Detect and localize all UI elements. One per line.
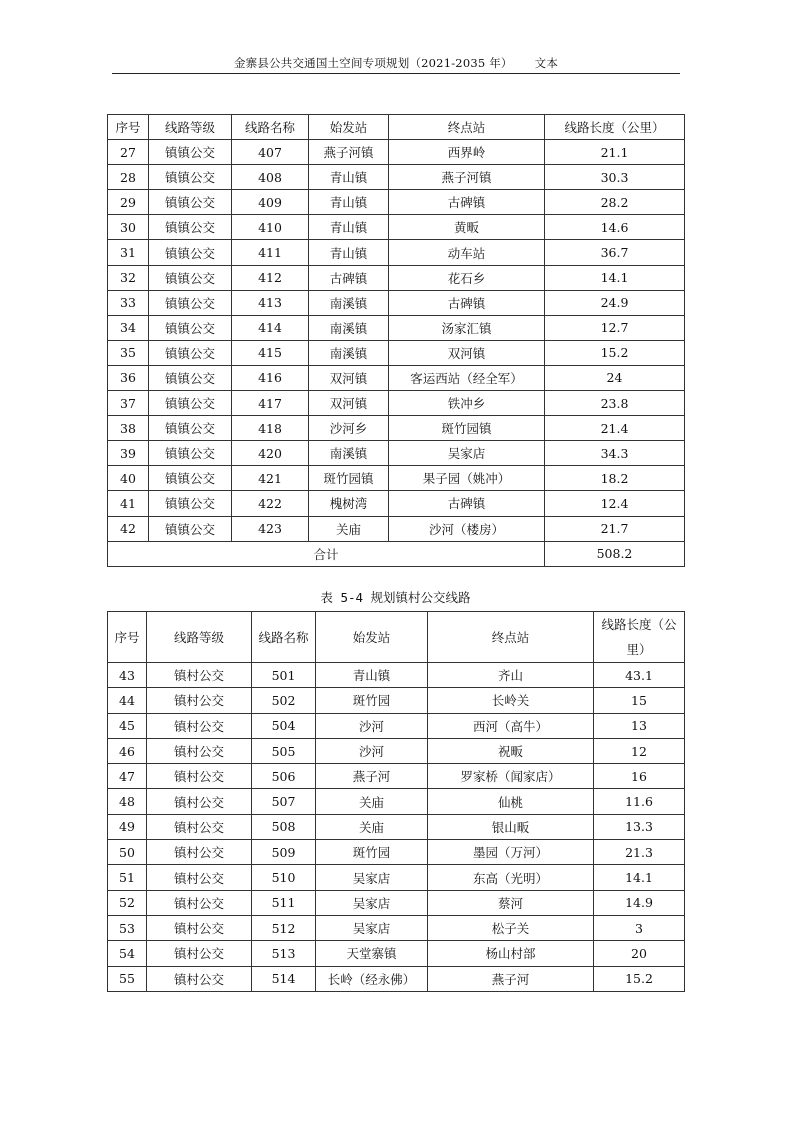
table-cell: 43 — [108, 663, 147, 688]
table-cell: 双河镇 — [309, 391, 389, 416]
table-cell: 南溪镇 — [309, 340, 389, 365]
table-cell: 仙桃 — [428, 789, 594, 814]
table-cell: 50 — [108, 840, 147, 865]
table-cell: 镇镇公交 — [149, 466, 232, 491]
table-cell: 双河镇 — [309, 365, 389, 390]
table-cell: 423 — [232, 516, 309, 541]
table-cell: 30.3 — [545, 165, 685, 190]
table-cell: 408 — [232, 165, 309, 190]
header-cell: 始发站 — [309, 115, 389, 140]
table-cell: 47 — [108, 764, 147, 789]
table-cell: 镇村公交 — [147, 915, 252, 940]
table-cell: 21.1 — [545, 140, 685, 165]
table-cell: 32 — [108, 265, 149, 290]
route-table-town-to-village — [107, 611, 685, 992]
table-cell: 43.1 — [594, 663, 685, 688]
table-cell: 409 — [232, 190, 309, 215]
table-cell: 镇村公交 — [147, 713, 252, 738]
table-cell: 镇镇公交 — [149, 365, 232, 390]
table-cell: 镇镇公交 — [149, 165, 232, 190]
table-row — [108, 190, 685, 215]
table-cell: 镇镇公交 — [149, 315, 232, 340]
table-cell: 青山镇 — [316, 663, 428, 688]
table-cell: 镇村公交 — [147, 738, 252, 763]
table-cell: 21.3 — [594, 840, 685, 865]
header-cell: 始发站 — [316, 612, 428, 663]
table-cell: 513 — [252, 941, 316, 966]
table-cell: 40 — [108, 466, 149, 491]
header-cell: 终点站 — [389, 115, 545, 140]
table-cell: 509 — [252, 840, 316, 865]
table-cell: 西界岭 — [389, 140, 545, 165]
table-cell: 燕子河 — [316, 764, 428, 789]
table-cell: 502 — [252, 688, 316, 713]
table-cell: 512 — [252, 915, 316, 940]
table-cell: 镇镇公交 — [149, 340, 232, 365]
table-cell: 古碑镇 — [309, 265, 389, 290]
table-cell: 关庙 — [309, 516, 389, 541]
table-cell: 镇村公交 — [147, 890, 252, 915]
table-row — [108, 466, 685, 491]
table-row — [108, 315, 685, 340]
table-cell: 11.6 — [594, 789, 685, 814]
table-cell: 14.9 — [594, 890, 685, 915]
table-cell: 28.2 — [545, 190, 685, 215]
table-cell: 镇镇公交 — [149, 140, 232, 165]
table-cell: 35 — [108, 340, 149, 365]
table-cell: 501 — [252, 663, 316, 688]
table-cell: 松子关 — [428, 915, 594, 940]
table-cell: 15 — [594, 688, 685, 713]
table-header-row — [108, 115, 685, 140]
table-cell: 西河（高牛） — [428, 713, 594, 738]
table-cell: 422 — [232, 491, 309, 516]
table-cell: 杨山村部 — [428, 941, 594, 966]
table-cell: 30 — [108, 215, 149, 240]
table-cell: 燕子河镇 — [309, 140, 389, 165]
table-cell: 508 — [252, 814, 316, 839]
table-cell: 墨园（万河） — [428, 840, 594, 865]
table-cell: 吴家店 — [389, 441, 545, 466]
table-cell: 48 — [108, 789, 147, 814]
table-cell: 24.9 — [545, 290, 685, 315]
table-cell: 31 — [108, 240, 149, 265]
table-row — [108, 688, 685, 713]
table-cell: 15.2 — [545, 340, 685, 365]
table-cell: 407 — [232, 140, 309, 165]
table-cell: 关庙 — [316, 814, 428, 839]
table-row — [108, 966, 685, 991]
table-cell: 36 — [108, 365, 149, 390]
table-cell: 510 — [252, 865, 316, 890]
table-cell: 镇镇公交 — [149, 240, 232, 265]
table-cell: 镇镇公交 — [149, 215, 232, 240]
total-value: 508.2 — [545, 541, 685, 566]
table-row — [108, 140, 685, 165]
table-cell: 吴家店 — [316, 915, 428, 940]
table-cell: 燕子河 — [428, 966, 594, 991]
table-cell: 29 — [108, 190, 149, 215]
table-cell: 46 — [108, 738, 147, 763]
table-row — [108, 240, 685, 265]
header-cell: 线路长度（公里） — [545, 115, 685, 140]
header-cell: 线路名称 — [252, 612, 316, 663]
table-cell: 38 — [108, 416, 149, 441]
header-section: 文本 — [534, 56, 559, 70]
table-cell: 413 — [232, 290, 309, 315]
table-cell: 汤家汇镇 — [389, 315, 545, 340]
table-row — [108, 265, 685, 290]
table-cell: 长岭关 — [428, 688, 594, 713]
table-cell: 古碑镇 — [389, 190, 545, 215]
table-cell: 沙河 — [316, 713, 428, 738]
table-row — [108, 416, 685, 441]
table-cell: 青山镇 — [309, 165, 389, 190]
table-cell: 吴家店 — [316, 890, 428, 915]
table-cell: 37 — [108, 391, 149, 416]
table-cell: 21.4 — [545, 416, 685, 441]
table-cell: 504 — [252, 713, 316, 738]
table-cell: 52 — [108, 890, 147, 915]
header-title: 金寨县公共交通国土空间专项规划（2021-2035 年） — [233, 56, 513, 70]
table-cell: 斑竹园 — [316, 688, 428, 713]
total-row — [108, 541, 685, 566]
table-cell: 51 — [108, 865, 147, 890]
table-cell: 动车站 — [389, 240, 545, 265]
table-cell: 511 — [252, 890, 316, 915]
table-cell: 银山畈 — [428, 814, 594, 839]
table-cell: 16 — [594, 764, 685, 789]
table-cell: 镇村公交 — [147, 865, 252, 890]
table-cell: 12.7 — [545, 315, 685, 340]
table-header-row — [108, 612, 685, 663]
table-row — [108, 941, 685, 966]
table-cell: 39 — [108, 441, 149, 466]
table-cell: 斑竹园镇 — [389, 416, 545, 441]
table-cell: 28 — [108, 165, 149, 190]
table-cell: 411 — [232, 240, 309, 265]
table-cell: 镇镇公交 — [149, 290, 232, 315]
table-cell: 27 — [108, 140, 149, 165]
table-row — [108, 340, 685, 365]
table-cell: 13.3 — [594, 814, 685, 839]
table-row — [108, 165, 685, 190]
table-cell: 罗家桥（闻家店） — [428, 764, 594, 789]
table-cell: 青山镇 — [309, 215, 389, 240]
table-cell: 12.4 — [545, 491, 685, 516]
table-cell: 蔡河 — [428, 890, 594, 915]
header-divider — [112, 73, 680, 74]
table-cell: 42 — [108, 516, 149, 541]
table-cell: 15.2 — [594, 966, 685, 991]
header-cell: 终点站 — [428, 612, 594, 663]
table-cell: 12 — [594, 738, 685, 763]
header-cell: 线路名称 — [232, 115, 309, 140]
table-cell: 槐树湾 — [309, 491, 389, 516]
table-cell: 镇村公交 — [147, 688, 252, 713]
table-cell: 514 — [252, 966, 316, 991]
table-cell: 天堂寨镇 — [316, 941, 428, 966]
table-cell: 49 — [108, 814, 147, 839]
table-row — [108, 814, 685, 839]
table-row — [108, 915, 685, 940]
table-cell: 417 — [232, 391, 309, 416]
table-cell: 斑竹园镇 — [309, 466, 389, 491]
table-cell: 506 — [252, 764, 316, 789]
table-cell: 镇镇公交 — [149, 190, 232, 215]
table-cell: 沙河 — [316, 738, 428, 763]
table-cell: 45 — [108, 713, 147, 738]
table-cell: 416 — [232, 365, 309, 390]
table-row — [108, 391, 685, 416]
table-cell: 14.1 — [545, 265, 685, 290]
table-cell: 55 — [108, 966, 147, 991]
table-cell: 410 — [232, 215, 309, 240]
table-cell: 镇村公交 — [147, 840, 252, 865]
header-cell: 线路等级 — [147, 612, 252, 663]
table-row — [108, 290, 685, 315]
table-cell: 23.8 — [545, 391, 685, 416]
table-cell: 东高（光明） — [428, 865, 594, 890]
table-cell: 34.3 — [545, 441, 685, 466]
table-row — [108, 441, 685, 466]
table-cell: 44 — [108, 688, 147, 713]
table-cell: 505 — [252, 738, 316, 763]
table-cell: 镇村公交 — [147, 814, 252, 839]
table-cell: 沙河（楼房） — [389, 516, 545, 541]
header-cell: 线路长度（公里） — [594, 612, 685, 663]
table-cell: 镇村公交 — [147, 941, 252, 966]
table-cell: 414 — [232, 315, 309, 340]
table-cell: 双河镇 — [389, 340, 545, 365]
table-row — [108, 865, 685, 890]
table-cell: 镇镇公交 — [149, 416, 232, 441]
table-cell: 54 — [108, 941, 147, 966]
table-cell: 镇村公交 — [147, 789, 252, 814]
table-cell: 41 — [108, 491, 149, 516]
table-cell: 铁冲乡 — [389, 391, 545, 416]
table-row — [108, 738, 685, 763]
table-cell: 南溪镇 — [309, 315, 389, 340]
table-cell: 南溪镇 — [309, 290, 389, 315]
table-cell: 24 — [545, 365, 685, 390]
table-caption: 表 5-4 规划镇村公交线路 — [320, 590, 471, 605]
header-cell: 序号 — [108, 612, 147, 663]
table-cell: 斑竹园 — [316, 840, 428, 865]
table-cell: 镇镇公交 — [149, 491, 232, 516]
table-cell: 18.2 — [545, 466, 685, 491]
table-cell: 燕子河镇 — [389, 165, 545, 190]
table-cell: 镇镇公交 — [149, 516, 232, 541]
table-cell: 客运西站（经全军） — [389, 365, 545, 390]
table-row — [108, 491, 685, 516]
table-cell: 古碑镇 — [389, 491, 545, 516]
table-cell: 关庙 — [316, 789, 428, 814]
table-cell: 33 — [108, 290, 149, 315]
table-cell: 古碑镇 — [389, 290, 545, 315]
table-cell: 镇镇公交 — [149, 441, 232, 466]
table-cell: 果子园（姚冲） — [389, 466, 545, 491]
table-cell: 507 — [252, 789, 316, 814]
table-cell: 412 — [232, 265, 309, 290]
table-cell: 南溪镇 — [309, 441, 389, 466]
table-cell: 36.7 — [545, 240, 685, 265]
table-cell: 黄畈 — [389, 215, 545, 240]
table-cell: 长岭（经永佛） — [316, 966, 428, 991]
table-row — [108, 713, 685, 738]
table-row — [108, 663, 685, 688]
table-row — [108, 215, 685, 240]
table-cell: 镇村公交 — [147, 663, 252, 688]
table-row — [108, 365, 685, 390]
header-cell: 序号 — [108, 115, 149, 140]
table-cell: 13 — [594, 713, 685, 738]
table-cell: 420 — [232, 441, 309, 466]
table-cell: 沙河乡 — [309, 416, 389, 441]
table-cell: 镇村公交 — [147, 966, 252, 991]
total-label: 合计 — [108, 541, 545, 566]
table-cell: 34 — [108, 315, 149, 340]
table-cell: 青山镇 — [309, 240, 389, 265]
table-cell: 吴家店 — [316, 865, 428, 890]
table-cell: 花石乡 — [389, 265, 545, 290]
table-row — [108, 840, 685, 865]
table-cell: 青山镇 — [309, 190, 389, 215]
table-cell: 镇镇公交 — [149, 391, 232, 416]
table-cell: 14.6 — [545, 215, 685, 240]
table-cell: 415 — [232, 340, 309, 365]
page-header — [112, 56, 680, 72]
table-cell: 21.7 — [545, 516, 685, 541]
table-cell: 20 — [594, 941, 685, 966]
table-row — [108, 789, 685, 814]
table-cell: 镇镇公交 — [149, 265, 232, 290]
table-cell: 3 — [594, 915, 685, 940]
table-cell: 祝畈 — [428, 738, 594, 763]
table-cell: 53 — [108, 915, 147, 940]
table-cell: 齐山 — [428, 663, 594, 688]
table-row — [108, 890, 685, 915]
table-cell: 镇村公交 — [147, 764, 252, 789]
table-row — [108, 764, 685, 789]
table-row — [108, 516, 685, 541]
route-table-town-to-town — [107, 114, 685, 567]
table-cell: 418 — [232, 416, 309, 441]
header-cell: 线路等级 — [149, 115, 232, 140]
table-cell: 421 — [232, 466, 309, 491]
table-cell: 14.1 — [594, 865, 685, 890]
